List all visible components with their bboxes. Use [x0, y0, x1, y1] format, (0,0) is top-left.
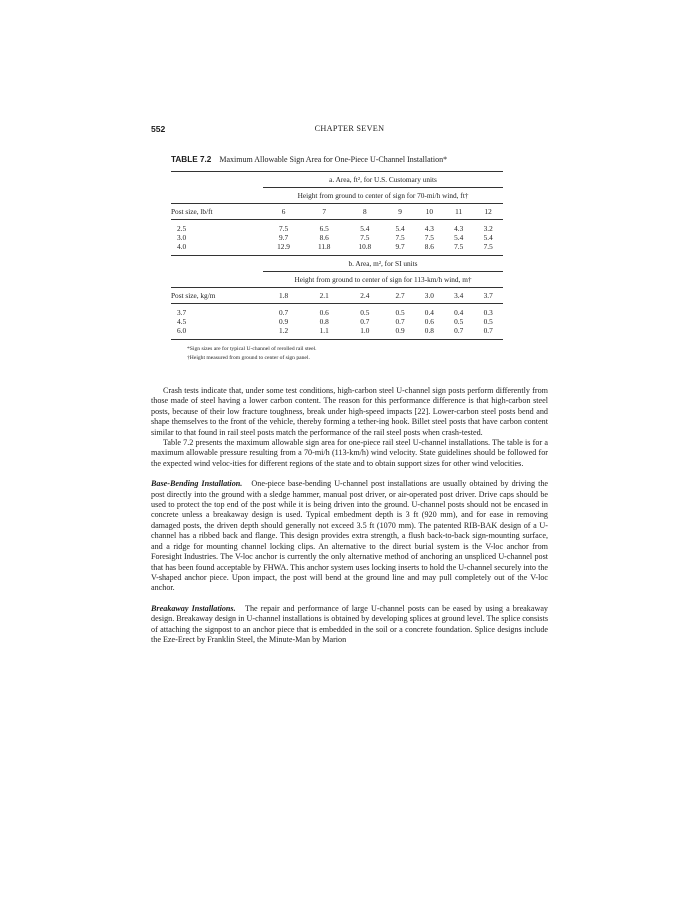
- paragraph: Table 7.2 presents the maximum allowable sign area for one-piece rail steel U-channel installations. The table is for a maximum allowable pressure resulting from a 70-mi/h (113-km/h) wind velocity. State guidelines should be followed for the expected wind veloc-ities for different regions of the state and to obtain support sizes for other wind velocities.: [151, 438, 548, 468]
- section-a-column-header-row: [171, 204, 503, 220]
- table-7-2: [151, 155, 523, 363]
- column-header: 12: [473, 204, 503, 220]
- column-header: 3.0: [415, 288, 444, 304]
- table-caption-text: Maximum Allowable Sign Area for One-Piece U-Channel Installation*: [219, 155, 448, 164]
- post-size-cell: 3.7: [171, 304, 263, 318]
- table-cell: 0.4: [415, 304, 444, 318]
- table-cell: 5.4: [454, 233, 464, 242]
- table-cell: 0.7: [483, 326, 493, 335]
- column-header: 7: [304, 204, 344, 220]
- post-size-cell: 4.5: [177, 317, 187, 326]
- table-cell: 5.4: [483, 233, 493, 242]
- table-cell: 0.7: [263, 304, 304, 318]
- table-row: [171, 220, 503, 234]
- table-cell: 0.3: [473, 304, 503, 318]
- table-cell: 7.5: [263, 220, 304, 234]
- table-cell: 6.5: [304, 220, 344, 234]
- section-a-span-header-row: [171, 188, 503, 204]
- post-size-cell: 3.0: [177, 233, 187, 242]
- run-in-heading: Breakaway Installations.: [151, 603, 236, 613]
- column-header: 8: [344, 204, 385, 220]
- post-size-cell: 6.0: [177, 326, 187, 335]
- column-header: 10: [415, 204, 444, 220]
- column-header: 9: [385, 204, 414, 220]
- table-cell: 0.8: [319, 317, 329, 326]
- table-cell: 10.8: [358, 242, 372, 251]
- table-cell: 4.3: [444, 220, 473, 234]
- table-cell: 1.1: [319, 326, 329, 335]
- table-caption: [171, 155, 523, 164]
- column-header: 3.4: [444, 288, 473, 304]
- table-cell: 7.5: [424, 233, 434, 242]
- run-in-heading: Base-Bending Installation.: [151, 479, 243, 489]
- post-size-cell: 4.0: [177, 242, 187, 251]
- page-header: [151, 124, 548, 138]
- paragraph-base-bending: [151, 479, 548, 593]
- table-cell: 12.9: [277, 242, 290, 251]
- table-row: [171, 242, 503, 256]
- column-header: 2.4: [344, 288, 385, 304]
- post-size-cell: 2.5: [171, 220, 263, 234]
- table-cell: 3.2: [473, 220, 503, 234]
- table-row: [171, 317, 503, 326]
- table-bottom-rule: [171, 340, 503, 341]
- table-note: †Height measured from ground to center of sign panel.: [187, 355, 310, 361]
- table-cell: 1.0: [360, 326, 370, 335]
- section-b-span-header-row: [171, 272, 503, 288]
- page-number: 552: [151, 124, 166, 134]
- table-cell: 1.2: [278, 326, 289, 335]
- body-text: [151, 386, 548, 645]
- table-cell: 0.7: [360, 317, 370, 326]
- table-row: [171, 304, 503, 318]
- sign-area-table: [171, 171, 503, 340]
- table-cell: 0.9: [278, 317, 289, 326]
- section-a-title: a. Area, ft², for U.S. Customary units: [263, 172, 503, 188]
- table-cell: 7.5: [395, 233, 405, 242]
- table-cell: 0.9: [395, 326, 405, 335]
- paragraph-text: One-piece base-bending U-channel post installations are usually obtained by driving the post directly into the ground with a sledge hammer, manual post driver, or air-operated post driver. Drive caps should be used to protect the top end of the post while it is being driven into the ground. U-channel posts should not be encased in concrete unless a breakaway design is used. Typical embedment depth is 3 ft (920 mm), and for ease in removing damaged posts, the driven depth should generally not exceed 3.5 ft (1070 mm). The patented RIB-BAK design of a U-channel has a ribbed back and flange. This design provides extra strength, a flush back-to-back sign-mounting surface, and a ridge for mounting channel locking clips. An alternative to the direct burial system is the V-loc anchor from Foresight Industries. The V-loc anchor is currently the only alternative method of anchoring an unspliced U-channel post that has been found acceptable by FHWA. This anchor system uses locking inserts to hold the U-channel securely into the V-shaped anchor piece. Upon impact, the post will bend at the ground line and may pull completely out of the V-loc anchor.: [151, 479, 548, 593]
- column-header: 1.8: [263, 288, 304, 304]
- table-cell: 9.7: [395, 242, 405, 251]
- table-cell: 5.4: [385, 220, 414, 234]
- table-cell: 8.6: [424, 242, 434, 251]
- table-cell: 0.6: [304, 304, 344, 318]
- table-cell: 0.4: [444, 304, 473, 318]
- column-header: 2.7: [385, 288, 414, 304]
- section-a-span-header: Height from ground to center of sign for 70-mi/h wind, ft†: [263, 188, 503, 204]
- table-cell: 0.6: [424, 317, 434, 326]
- table-cell: 0.5: [483, 317, 493, 326]
- table-label: TABLE 7.2: [171, 155, 212, 164]
- table-cell: 4.3: [415, 220, 444, 234]
- table-cell: 0.7: [454, 326, 464, 335]
- table-cell: 7.5: [360, 233, 370, 242]
- table-cell: 7.5: [483, 242, 493, 251]
- column-header: 6: [263, 204, 304, 220]
- table-cell: 9.7: [278, 233, 289, 242]
- table-cell: 0.5: [344, 304, 385, 318]
- table-cell: 0.7: [395, 317, 405, 326]
- section-a-row-label: Post size, lb/ft: [171, 204, 263, 220]
- table-cell: 0.5: [385, 304, 414, 318]
- table-cell: 8.6: [319, 233, 329, 242]
- table-cell: 7.5: [454, 242, 464, 251]
- table-cell: 11.8: [317, 242, 331, 251]
- section-b-column-header-row: [171, 288, 503, 304]
- section-b-title-row: [171, 256, 503, 272]
- table-cell: 0.8: [424, 326, 434, 335]
- paragraph: Crash tests indicate that, under some test conditions, high-carbon steel U-channel sign posts perform differently from those made of steel having a lower carbon content. The reason for this performance difference is that high-carbon steel posts, because of their low fracture toughness, break under high-speed impacts [22]. Lower-carbon steel posts bend and shape themselves to the front of the vehicle, thereby forming a tether-ing hook. Billet steel posts that have carbon content similar to that found in rail steel posts match the performance of the rail steel posts when crash-tested.: [151, 386, 548, 437]
- table-cell: 5.4: [344, 220, 385, 234]
- table-row: [171, 233, 503, 242]
- table-cell: 0.5: [454, 317, 464, 326]
- table-notes: [171, 345, 523, 363]
- table-row: [171, 326, 503, 340]
- section-b-row-label: Post size, kg/m: [171, 288, 263, 304]
- column-header: 11: [444, 204, 473, 220]
- section-a-title-row: [171, 172, 503, 188]
- section-b-title: b. Area, m², for SI units: [263, 256, 503, 272]
- column-header: 3.7: [473, 288, 503, 304]
- paragraph-breakaway: [151, 604, 548, 646]
- section-b-span-header: Height from ground to center of sign for 113-km/h wind, m†: [263, 272, 503, 288]
- table-note: *Sign sizes are for typical U-channel of rerolled rail steel.: [187, 346, 317, 352]
- book-page: [151, 124, 548, 645]
- column-header: 2.1: [304, 288, 344, 304]
- paragraph-text: The repair and performance of large U-channel posts can be eased by using a breakaway design. Breakaway design in U-channel installations is obtained by developing splices at ground level. The splice consists of attaching the signpost to an anchor piece that is embedded in the soil or a concrete foundation. Splice designs include the Eze-Erect by Franklin Steel, the Minute-Man by Marion: [151, 603, 548, 644]
- running-head: CHAPTER SEVEN: [314, 124, 385, 133]
